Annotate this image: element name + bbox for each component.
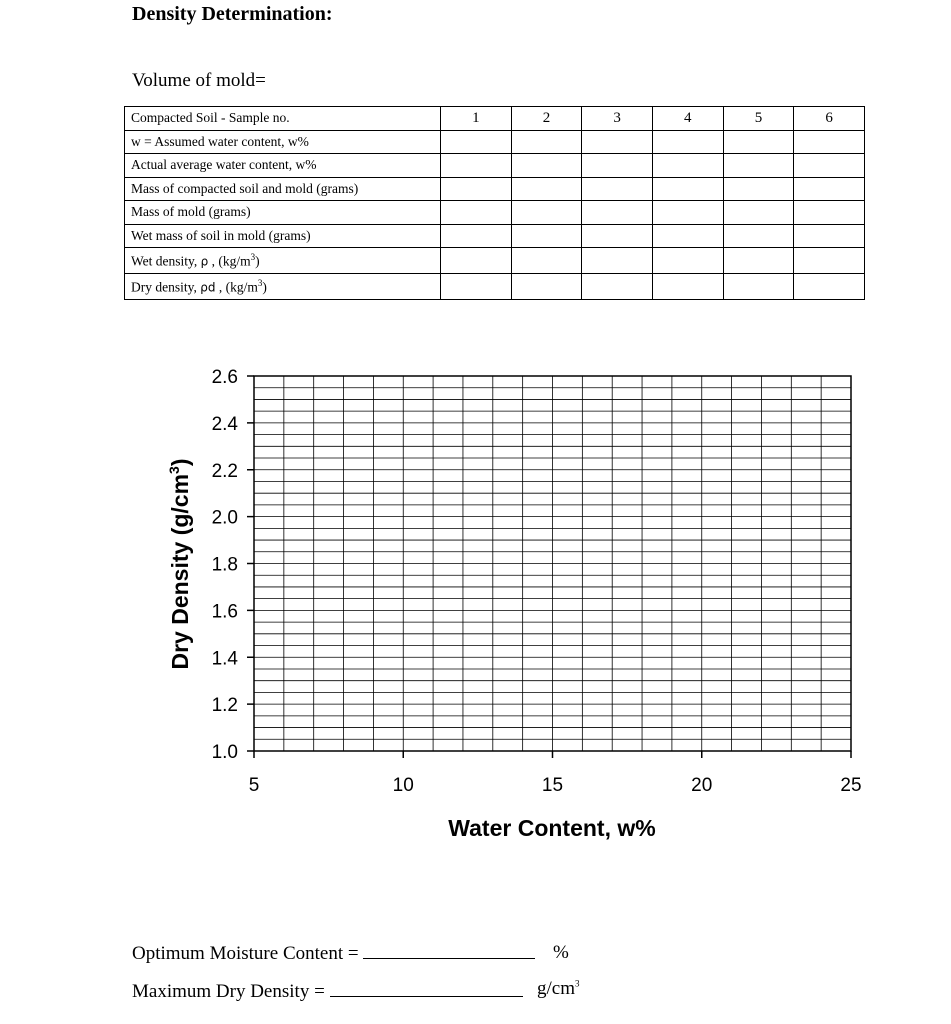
dry-density-close: ) [262, 279, 267, 295]
chart-ticks [212, 367, 862, 796]
omc-row [132, 942, 535, 965]
entry-cell[interactable] [723, 274, 794, 300]
x-tick-label: 25 [840, 775, 862, 796]
x-axis-title: Water Content, w% [448, 815, 656, 841]
entry-cell[interactable] [652, 177, 723, 201]
table-row [125, 107, 865, 131]
y-tick-label: 2.6 [211, 367, 238, 388]
mdd-unit [537, 978, 580, 1000]
entry-cell[interactable] [652, 201, 723, 225]
dry-density-unit: , (kg/m [215, 279, 258, 295]
wet-density-label [125, 248, 441, 274]
sample-number: 2 [511, 107, 582, 131]
chart-grid [254, 376, 851, 751]
mdd-unit-text: g/cm [537, 978, 575, 999]
sample-number: 5 [723, 107, 794, 131]
entry-cell[interactable] [652, 130, 723, 154]
y-axis-title [166, 458, 193, 669]
y-axis-title-close: ) [167, 458, 193, 467]
entry-cell[interactable] [511, 154, 582, 178]
x-tick-label: 10 [392, 775, 414, 796]
row-label: Compacted Soil - Sample no. [125, 107, 441, 131]
y-axis-title-sup: 3 [166, 466, 182, 474]
y-axis-title-text: Dry Density (g/cm [167, 473, 193, 670]
x-tick-label: 5 [248, 775, 260, 796]
table-row [125, 201, 865, 225]
row-label: Mass of mold (grams) [125, 201, 441, 225]
entry-cell[interactable] [794, 130, 865, 154]
sample-number: 3 [582, 107, 653, 131]
entry-cell[interactable] [794, 154, 865, 178]
entry-cell[interactable] [441, 248, 512, 274]
entry-cell[interactable] [794, 177, 865, 201]
mdd-row [132, 980, 523, 1003]
x-tick-label: 20 [691, 775, 713, 796]
x-tick-label: 15 [541, 775, 564, 796]
table-row [125, 274, 865, 300]
entry-cell[interactable] [582, 224, 653, 248]
y-tick-label: 1.8 [211, 554, 238, 576]
entry-cell[interactable] [511, 201, 582, 225]
sample-number: 4 [652, 107, 723, 131]
row-label: Actual average water content, w% [125, 154, 441, 178]
entry-cell[interactable] [723, 154, 794, 178]
compaction-chart [0, 330, 951, 850]
density-table [124, 106, 865, 300]
entry-cell[interactable] [582, 201, 653, 225]
entry-cell[interactable] [441, 130, 512, 154]
entry-cell[interactable] [723, 130, 794, 154]
entry-cell[interactable] [511, 248, 582, 274]
page-heading: Density Determination: [132, 3, 333, 25]
volume-of-mold-label: Volume of mold= [132, 70, 266, 91]
entry-cell[interactable] [723, 248, 794, 274]
dry-density-sup: 3 [257, 277, 263, 288]
entry-cell[interactable] [723, 201, 794, 225]
mdd-unit-sup: 3 [575, 978, 580, 989]
wet-density-close: ) [255, 253, 260, 269]
wet-density-prefix: Wet density, [131, 253, 201, 269]
entry-cell[interactable] [441, 154, 512, 178]
entry-cell[interactable] [723, 177, 794, 201]
wet-density-sup: 3 [250, 251, 256, 262]
omc-label: Optimum Moisture Content = [132, 943, 359, 964]
y-tick-label: 1.4 [211, 648, 238, 670]
sample-number: 1 [441, 107, 512, 131]
mdd-label: Maximum Dry Density = [132, 981, 325, 1002]
mdd-blank[interactable] [330, 980, 523, 997]
dry-density-label [125, 274, 441, 300]
table-row [125, 130, 865, 154]
dry-density-symbol: ρd [200, 280, 216, 295]
y-tick-label: 2.4 [211, 413, 238, 435]
entry-cell[interactable] [794, 201, 865, 225]
row-label: Wet mass of soil in mold (grams) [125, 224, 441, 248]
entry-cell[interactable] [582, 130, 653, 154]
entry-cell[interactable] [652, 154, 723, 178]
entry-cell[interactable] [794, 274, 865, 300]
wet-density-symbol: ρ [200, 254, 209, 269]
entry-cell[interactable] [441, 201, 512, 225]
table-row [125, 154, 865, 178]
table-row [125, 224, 865, 248]
y-tick-label: 2.2 [211, 460, 238, 482]
table-row [125, 248, 865, 274]
entry-cell[interactable] [652, 248, 723, 274]
entry-cell[interactable] [511, 224, 582, 248]
entry-cell[interactable] [723, 224, 794, 248]
entry-cell[interactable] [441, 177, 512, 201]
entry-cell[interactable] [652, 274, 723, 300]
entry-cell[interactable] [441, 224, 512, 248]
entry-cell[interactable] [582, 274, 653, 300]
entry-cell[interactable] [511, 274, 582, 300]
sample-number: 6 [794, 107, 865, 131]
dry-density-prefix: Dry density, [131, 279, 201, 295]
y-tick-label: 1.6 [211, 601, 238, 623]
entry-cell[interactable] [582, 154, 653, 178]
omc-blank[interactable] [363, 942, 535, 959]
entry-cell[interactable] [652, 224, 723, 248]
y-tick-label: 1.0 [211, 742, 238, 763]
row-label: Mass of compacted soil and mold (grams) [125, 177, 441, 201]
wet-density-unit: , (kg/m [208, 253, 251, 269]
entry-cell[interactable] [794, 248, 865, 274]
entry-cell[interactable] [582, 177, 653, 201]
entry-cell[interactable] [511, 177, 582, 201]
table-row [125, 177, 865, 201]
entry-cell[interactable] [794, 224, 865, 248]
entry-cell[interactable] [441, 274, 512, 300]
entry-cell[interactable] [582, 248, 653, 274]
y-tick-label: 2.0 [211, 507, 238, 529]
omc-unit: % [553, 942, 569, 963]
y-tick-label: 1.2 [211, 695, 238, 717]
row-label: w = Assumed water content, w% [125, 130, 441, 154]
entry-cell[interactable] [511, 130, 582, 154]
